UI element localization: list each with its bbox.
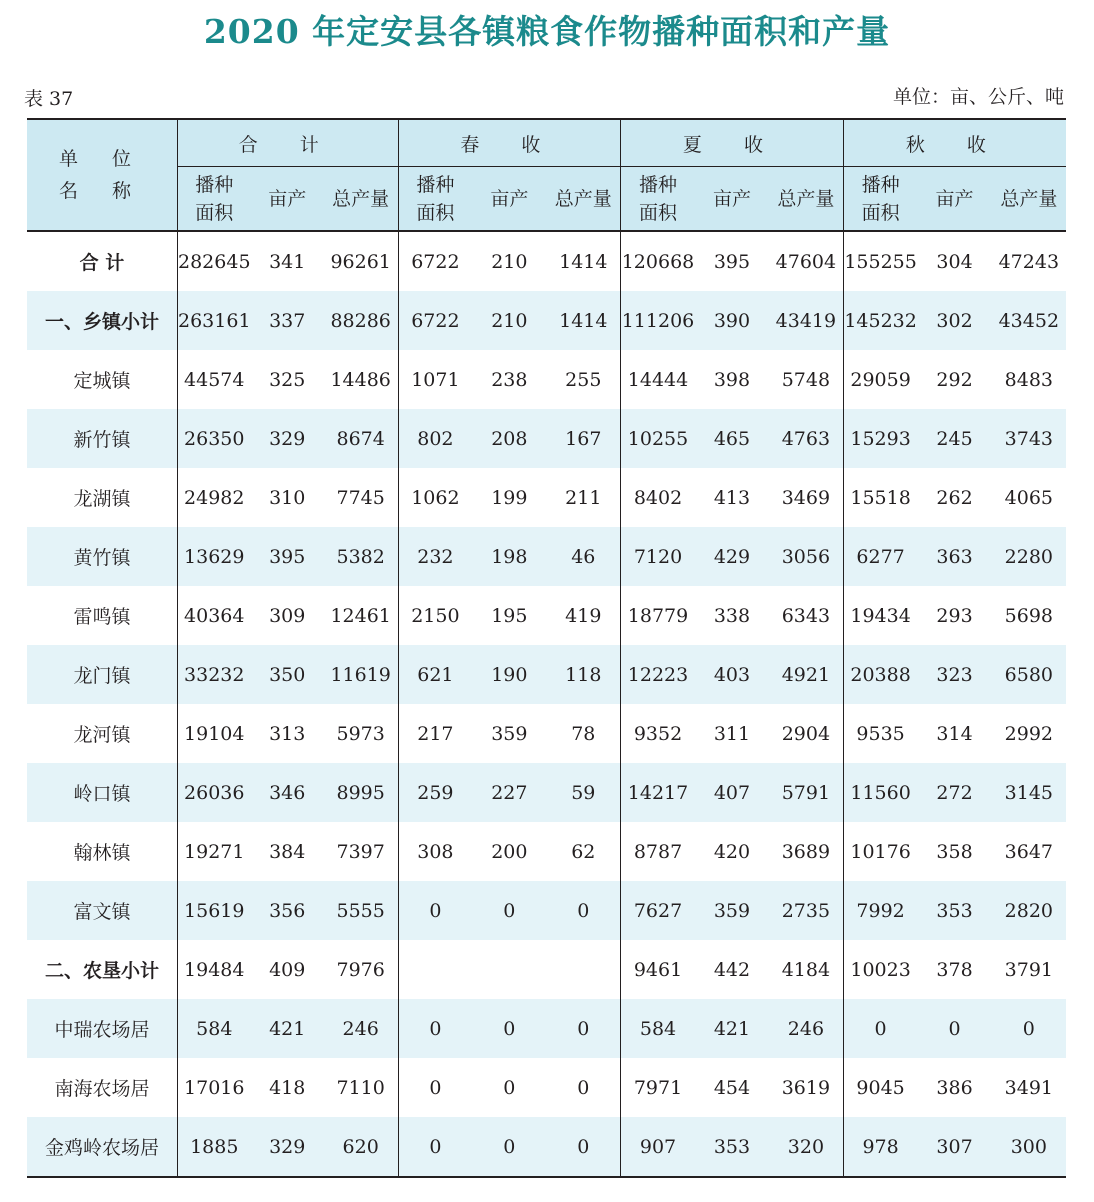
data-cell: 5791 — [769, 763, 843, 822]
sub-header-area — [621, 167, 695, 232]
data-cell: 145232 — [843, 291, 917, 350]
data-cell: 3791 — [992, 940, 1066, 999]
data-cell: 0 — [992, 999, 1066, 1058]
sub-header-area-line-2: 面积 — [861, 201, 900, 224]
data-cell: 7745 — [324, 468, 398, 527]
data-cell: 24982 — [177, 468, 250, 527]
data-cell: 4184 — [769, 940, 843, 999]
corner-header — [27, 119, 177, 231]
data-cell: 341 — [251, 231, 324, 291]
data-cell: 198 — [472, 527, 546, 586]
data-cell: 190 — [472, 645, 546, 704]
data-cell: 3145 — [992, 763, 1066, 822]
sub-header-area-line-1: 播种 — [195, 173, 234, 196]
data-cell: 208 — [472, 409, 546, 468]
data-cell: 429 — [695, 527, 769, 586]
data-cell: 272 — [917, 763, 991, 822]
data-cell: 0 — [398, 999, 472, 1058]
data-cell: 353 — [917, 881, 991, 940]
data-cell: 409 — [251, 940, 324, 999]
data-cell: 7110 — [324, 1058, 398, 1117]
data-cell: 227 — [472, 763, 546, 822]
data-cell: 359 — [695, 881, 769, 940]
row-name: 龙湖镇 — [27, 468, 177, 527]
data-cell: 0 — [546, 1058, 620, 1117]
table-row — [27, 231, 1066, 291]
data-cell: 7976 — [324, 940, 398, 999]
data-cell: 96261 — [324, 231, 398, 291]
group-header-autumn: 秋 收 — [843, 119, 1066, 167]
data-cell: 1414 — [546, 291, 620, 350]
data-cell: 420 — [695, 822, 769, 881]
data-cell: 0 — [472, 1058, 546, 1117]
data-cell: 40364 — [177, 586, 250, 645]
data-cell: 395 — [695, 231, 769, 291]
data-cell: 4763 — [769, 409, 843, 468]
data-cell: 398 — [695, 350, 769, 409]
row-name: 黄竹镇 — [27, 527, 177, 586]
data-cell: 6580 — [992, 645, 1066, 704]
data-cell: 33232 — [177, 645, 250, 704]
data-cell: 0 — [398, 1117, 472, 1177]
data-cell: 10176 — [843, 822, 917, 881]
row-name: 合 计 — [27, 231, 177, 291]
data-cell: 353 — [695, 1117, 769, 1177]
data-cell: 118 — [546, 645, 620, 704]
data-cell: 232 — [398, 527, 472, 586]
table-number: 表 37 — [24, 88, 74, 110]
data-cell: 5748 — [769, 350, 843, 409]
data-cell: 12461 — [324, 586, 398, 645]
data-cell: 59 — [546, 763, 620, 822]
data-cell — [398, 940, 472, 999]
table-row — [27, 291, 1066, 350]
group-header-summer: 夏 收 — [621, 119, 844, 167]
data-cell — [472, 940, 546, 999]
data-cell: 217 — [398, 704, 472, 763]
data-cell: 0 — [546, 1117, 620, 1177]
data-cell: 211 — [546, 468, 620, 527]
data-cell: 263161 — [177, 291, 250, 350]
data-cell: 307 — [917, 1117, 991, 1177]
data-cell: 292 — [917, 350, 991, 409]
data-cell: 323 — [917, 645, 991, 704]
data-cell: 0 — [843, 999, 917, 1058]
data-cell: 390 — [695, 291, 769, 350]
data-cell: 3619 — [769, 1058, 843, 1117]
data-cell: 44574 — [177, 350, 250, 409]
data-cell: 3469 — [769, 468, 843, 527]
data-cell: 363 — [917, 527, 991, 586]
row-name: 雷鸣镇 — [27, 586, 177, 645]
data-cell: 329 — [251, 409, 324, 468]
data-cell: 15619 — [177, 881, 250, 940]
data-cell: 7971 — [621, 1058, 695, 1117]
data-cell: 9461 — [621, 940, 695, 999]
data-cell: 0 — [398, 1058, 472, 1117]
data-cell — [546, 940, 620, 999]
data-cell: 359 — [472, 704, 546, 763]
data-cell: 120668 — [621, 231, 695, 291]
data-cell: 88286 — [324, 291, 398, 350]
data-cell: 978 — [843, 1117, 917, 1177]
sub-header-area-line-1: 播种 — [638, 173, 677, 196]
row-name: 定城镇 — [27, 350, 177, 409]
data-cell: 0 — [398, 881, 472, 940]
row-name: 二、农垦小计 — [27, 940, 177, 999]
sub-header-total-output: 总产量 — [769, 167, 843, 232]
table-row — [27, 704, 1066, 763]
unit-note: 单位：亩、公斤、吨 — [892, 86, 1064, 108]
data-cell: 584 — [177, 999, 250, 1058]
data-cell: 6343 — [769, 586, 843, 645]
data-cell: 302 — [917, 291, 991, 350]
sub-header-total-output: 总产量 — [324, 167, 398, 232]
row-name: 一、乡镇小计 — [27, 291, 177, 350]
data-cell: 413 — [695, 468, 769, 527]
table-header — [27, 119, 1066, 231]
group-header-total: 合 计 — [177, 119, 398, 167]
grain-crop-table — [27, 118, 1066, 1178]
data-cell: 15293 — [843, 409, 917, 468]
data-cell: 8674 — [324, 409, 398, 468]
data-cell: 8995 — [324, 763, 398, 822]
data-cell: 421 — [695, 999, 769, 1058]
table-row — [27, 527, 1066, 586]
data-cell: 7627 — [621, 881, 695, 940]
data-cell: 29059 — [843, 350, 917, 409]
page-title: 2020 年定安县各镇粮食作物播种面积和产量 — [203, 12, 891, 51]
data-cell: 313 — [251, 704, 324, 763]
data-cell: 78 — [546, 704, 620, 763]
data-cell: 47243 — [992, 231, 1066, 291]
row-name: 岭口镇 — [27, 763, 177, 822]
sub-header-yield-per-mu: 亩产 — [472, 167, 546, 232]
data-cell: 3689 — [769, 822, 843, 881]
data-cell: 0 — [546, 881, 620, 940]
data-cell: 7397 — [324, 822, 398, 881]
data-cell: 14444 — [621, 350, 695, 409]
data-cell: 20388 — [843, 645, 917, 704]
data-cell: 454 — [695, 1058, 769, 1117]
data-cell: 325 — [251, 350, 324, 409]
data-cell: 300 — [992, 1117, 1066, 1177]
data-cell: 9352 — [621, 704, 695, 763]
data-cell: 3647 — [992, 822, 1066, 881]
table-row — [27, 940, 1066, 999]
data-cell: 3743 — [992, 409, 1066, 468]
data-cell: 47604 — [769, 231, 843, 291]
sub-header-yield-per-mu: 亩产 — [917, 167, 991, 232]
row-name: 龙河镇 — [27, 704, 177, 763]
data-cell: 395 — [251, 527, 324, 586]
data-cell: 0 — [917, 999, 991, 1058]
table-row — [27, 822, 1066, 881]
data-cell: 43452 — [992, 291, 1066, 350]
sub-header-area-line-1: 播种 — [416, 173, 455, 196]
data-cell: 0 — [472, 1117, 546, 1177]
data-cell: 11560 — [843, 763, 917, 822]
data-cell: 407 — [695, 763, 769, 822]
data-cell: 43419 — [769, 291, 843, 350]
sub-header-total-output: 总产量 — [546, 167, 620, 232]
data-cell: 3056 — [769, 527, 843, 586]
data-cell: 245 — [917, 409, 991, 468]
data-cell: 403 — [695, 645, 769, 704]
row-name: 新竹镇 — [27, 409, 177, 468]
data-cell: 4921 — [769, 645, 843, 704]
data-cell: 155255 — [843, 231, 917, 291]
data-cell: 2150 — [398, 586, 472, 645]
data-cell: 14217 — [621, 763, 695, 822]
data-cell: 6722 — [398, 231, 472, 291]
data-cell: 11619 — [324, 645, 398, 704]
data-cell: 255 — [546, 350, 620, 409]
row-name: 龙门镇 — [27, 645, 177, 704]
data-cell: 8483 — [992, 350, 1066, 409]
table-row — [27, 409, 1066, 468]
data-cell: 310 — [251, 468, 324, 527]
data-cell: 584 — [621, 999, 695, 1058]
data-cell: 18779 — [621, 586, 695, 645]
data-cell: 19271 — [177, 822, 250, 881]
data-cell: 5973 — [324, 704, 398, 763]
data-cell: 1414 — [546, 231, 620, 291]
data-cell: 199 — [472, 468, 546, 527]
data-cell: 246 — [324, 999, 398, 1058]
data-cell: 621 — [398, 645, 472, 704]
data-cell: 259 — [398, 763, 472, 822]
data-cell: 8787 — [621, 822, 695, 881]
data-cell: 337 — [251, 291, 324, 350]
table-row — [27, 1058, 1066, 1117]
data-cell: 4065 — [992, 468, 1066, 527]
table-row — [27, 1117, 1066, 1177]
data-cell: 19434 — [843, 586, 917, 645]
data-cell: 356 — [251, 881, 324, 940]
row-name: 中瑞农场居 — [27, 999, 177, 1058]
data-cell: 26036 — [177, 763, 250, 822]
data-cell: 238 — [472, 350, 546, 409]
data-cell: 309 — [251, 586, 324, 645]
data-cell: 1062 — [398, 468, 472, 527]
row-name: 金鸡岭农场居 — [27, 1117, 177, 1177]
data-cell: 293 — [917, 586, 991, 645]
table-row — [27, 468, 1066, 527]
data-cell: 358 — [917, 822, 991, 881]
data-cell: 1885 — [177, 1117, 250, 1177]
data-cell: 14486 — [324, 350, 398, 409]
data-cell: 15518 — [843, 468, 917, 527]
data-cell: 19484 — [177, 940, 250, 999]
data-cell: 5555 — [324, 881, 398, 940]
data-cell: 7992 — [843, 881, 917, 940]
sub-header-row — [27, 167, 1066, 232]
data-cell: 62 — [546, 822, 620, 881]
data-cell: 262 — [917, 468, 991, 527]
data-cell: 17016 — [177, 1058, 250, 1117]
data-cell: 442 — [695, 940, 769, 999]
data-cell: 3491 — [992, 1058, 1066, 1117]
sub-header-area-line-2: 面积 — [195, 201, 234, 224]
data-cell: 246 — [769, 999, 843, 1058]
data-cell: 6277 — [843, 527, 917, 586]
data-cell: 10255 — [621, 409, 695, 468]
data-cell: 282645 — [177, 231, 250, 291]
data-cell: 346 — [251, 763, 324, 822]
data-cell: 329 — [251, 1117, 324, 1177]
data-cell: 314 — [917, 704, 991, 763]
group-header-spring: 春 收 — [398, 119, 621, 167]
data-cell: 111206 — [621, 291, 695, 350]
data-cell: 386 — [917, 1058, 991, 1117]
data-cell: 418 — [251, 1058, 324, 1117]
data-cell: 311 — [695, 704, 769, 763]
data-cell: 907 — [621, 1117, 695, 1177]
data-cell: 19104 — [177, 704, 250, 763]
data-cell: 465 — [695, 409, 769, 468]
data-cell: 304 — [917, 231, 991, 291]
table-body — [27, 231, 1066, 1177]
sub-header-area-line-1: 播种 — [861, 173, 900, 196]
table-row — [27, 350, 1066, 409]
data-cell: 26350 — [177, 409, 250, 468]
data-cell: 384 — [251, 822, 324, 881]
sub-header-area-line-2: 面积 — [638, 201, 677, 224]
data-cell: 802 — [398, 409, 472, 468]
data-cell: 5382 — [324, 527, 398, 586]
row-name: 富文镇 — [27, 881, 177, 940]
data-cell: 2992 — [992, 704, 1066, 763]
data-cell: 9045 — [843, 1058, 917, 1117]
sub-header-yield-per-mu: 亩产 — [695, 167, 769, 232]
sub-header-area — [843, 167, 917, 232]
row-name: 翰林镇 — [27, 822, 177, 881]
table-row — [27, 763, 1066, 822]
data-cell: 5698 — [992, 586, 1066, 645]
table-row — [27, 999, 1066, 1058]
data-cell: 7120 — [621, 527, 695, 586]
data-cell: 8402 — [621, 468, 695, 527]
data-cell: 320 — [769, 1117, 843, 1177]
data-cell: 308 — [398, 822, 472, 881]
data-cell: 195 — [472, 586, 546, 645]
data-cell: 12223 — [621, 645, 695, 704]
data-cell: 421 — [251, 999, 324, 1058]
data-cell: 210 — [472, 291, 546, 350]
table-row — [27, 881, 1066, 940]
row-name: 南海农场居 — [27, 1058, 177, 1117]
data-cell: 210 — [472, 231, 546, 291]
sub-header-area-line-2: 面积 — [416, 201, 455, 224]
data-cell: 378 — [917, 940, 991, 999]
data-cell: 2904 — [769, 704, 843, 763]
data-cell: 0 — [546, 999, 620, 1058]
data-cell: 2820 — [992, 881, 1066, 940]
data-cell: 13629 — [177, 527, 250, 586]
data-cell: 1071 — [398, 350, 472, 409]
data-cell: 2280 — [992, 527, 1066, 586]
corner-line-1: 单 位 — [58, 148, 145, 170]
data-cell: 6722 — [398, 291, 472, 350]
data-cell: 620 — [324, 1117, 398, 1177]
data-cell: 200 — [472, 822, 546, 881]
sub-header-area — [398, 167, 472, 232]
sub-header-total-output: 总产量 — [992, 167, 1066, 232]
data-cell: 10023 — [843, 940, 917, 999]
data-cell: 167 — [546, 409, 620, 468]
corner-line-2: 名 称 — [58, 180, 145, 202]
data-cell: 419 — [546, 586, 620, 645]
data-cell: 2735 — [769, 881, 843, 940]
data-cell: 46 — [546, 527, 620, 586]
data-cell: 338 — [695, 586, 769, 645]
table-row — [27, 645, 1066, 704]
sub-header-yield-per-mu: 亩产 — [251, 167, 324, 232]
data-cell: 9535 — [843, 704, 917, 763]
data-cell: 0 — [472, 999, 546, 1058]
data-cell: 0 — [472, 881, 546, 940]
table-row — [27, 586, 1066, 645]
sub-header-area — [177, 167, 250, 232]
data-cell: 350 — [251, 645, 324, 704]
